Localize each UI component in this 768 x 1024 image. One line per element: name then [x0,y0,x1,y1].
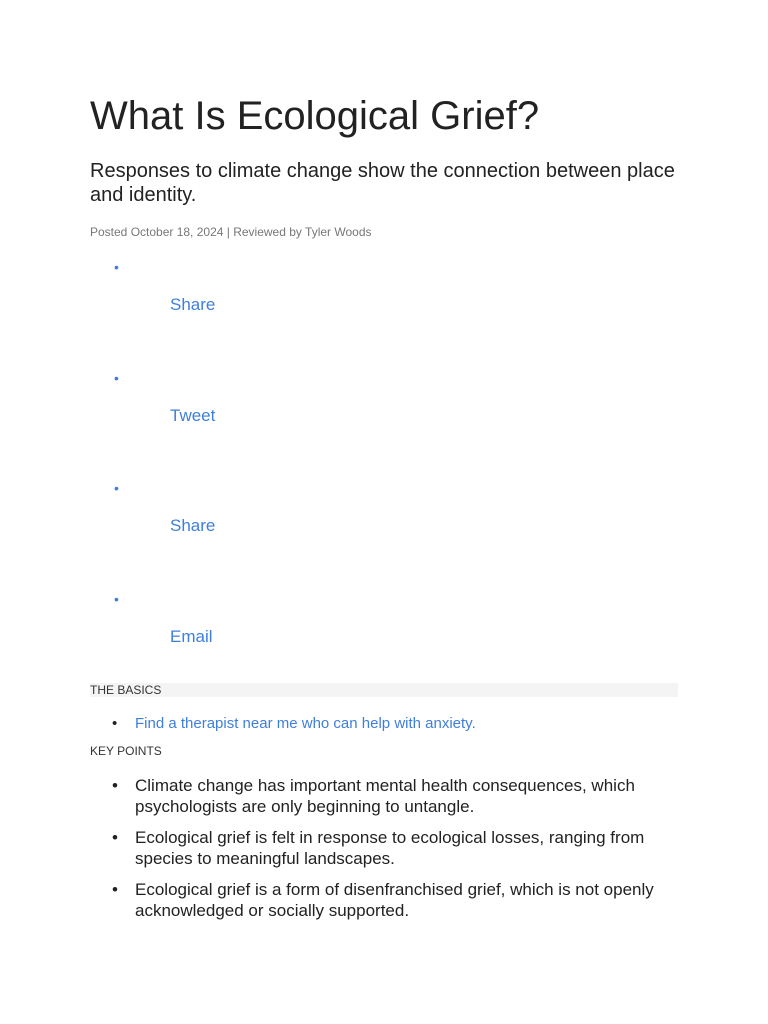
share-facebook-link[interactable]: Share [170,295,216,314]
article-byline: Posted October 18, 2024 | Reviewed by Tyler Woods [90,225,372,239]
find-therapist-link[interactable]: Find a therapist near me who can help with anxiety. [135,715,476,732]
share-item [90,369,490,480]
bullet-icon: • [112,715,118,732]
bullet-icon: • [114,369,119,386]
bullet-icon: • [114,480,119,496]
share-email-link[interactable]: Email [170,626,213,646]
article-subtitle: Responses to climate change show the connection between place and identity. [90,160,675,206]
bullet-icon: • [114,590,119,607]
basics-section-bar [90,683,678,697]
key-points-list [90,776,678,932]
share-item [90,479,490,590]
article-title: What Is Ecological Grief? [90,94,540,138]
key-point-text: Ecological grief is felt in response to ecological losses, ranging from species to meaningful landscapes. [135,828,645,868]
bullet-icon: • [112,776,118,795]
key-point-item [90,776,678,817]
share-list [90,258,490,700]
key-point-item [90,828,678,869]
key-point-item [90,880,678,921]
basics-list [90,715,678,733]
key-point-text: Climate change has important mental health consequences, which psychologists are only beginning to untangle. [135,776,635,816]
bullet-icon: • [112,828,118,847]
key-point-text: Ecological grief is a form of disenfranchised grief, which is not openly acknowledged or socially supported. [135,880,654,920]
list-item [90,715,678,733]
share-item [90,258,490,369]
bullet-icon: • [112,880,118,899]
share-linkedin-link[interactable]: Share [170,516,216,535]
key-points-heading: KEY POINTS [90,744,162,758]
share-tweet-link[interactable]: Tweet [170,405,216,425]
basics-heading: THE BASICS [90,683,162,697]
bullet-icon: • [114,259,119,275]
